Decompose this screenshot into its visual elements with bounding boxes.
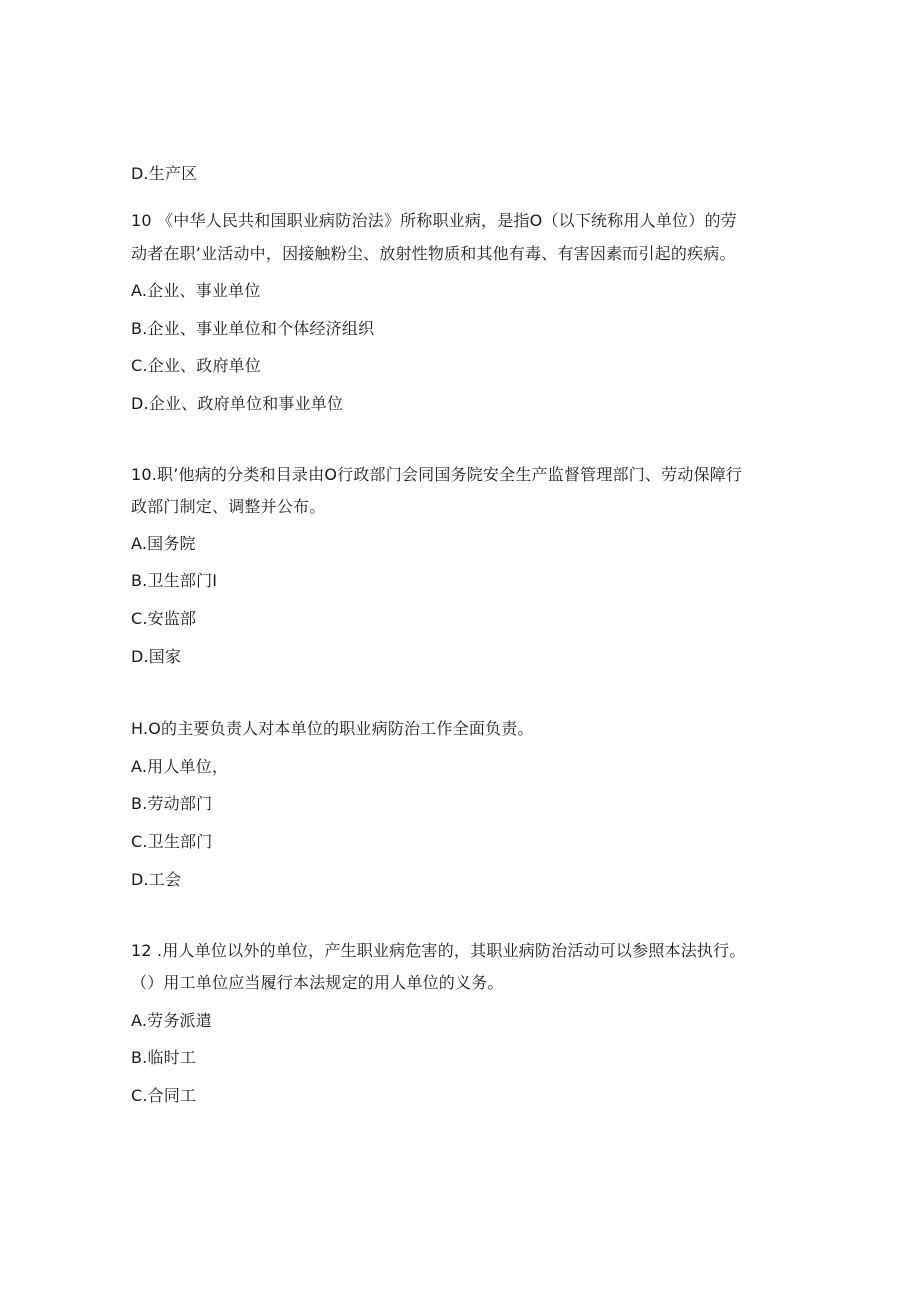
option-a-q10a: A.企业、事业单位 [131, 281, 261, 300]
option-d-q9: D.生产区 [131, 164, 198, 183]
question-10a-line1: 10 《中华人民共和国职业病防治法》所称职业病，是指O（以下统称用人单位）的劳 [131, 211, 737, 230]
question-10a-line2: 动者在职’业活动中，因接触粉尘、放射性物质和其他有毒、有害因素而引起的疾病。 [131, 244, 736, 263]
question-11: H.O的主要负责人对本单位的职业病防治工作全面负责。 [131, 719, 534, 738]
option-c-q11: C.卫生部门 [131, 832, 213, 851]
option-b-q12: B.临时工 [131, 1048, 197, 1067]
question-10b-line1: 10.职’他病的分类和目录由O行政部门会同国务院安全生产监督管理部门、劳动保障行 [131, 465, 743, 484]
question-12-line2: （）用工单位应当履行本法规定的用人单位的义务。 [131, 973, 504, 992]
option-b-q10a: B.企业、事业单位和个体经济组织 [131, 319, 375, 338]
option-a-q12: A.劳务派遣 [131, 1011, 212, 1030]
option-b-q11: B.劳动部门 [131, 794, 213, 813]
option-c-q10b: C.安监部 [131, 609, 197, 628]
option-d-q10a: D.企业、政府单位和事业单位 [131, 394, 344, 413]
option-c-q10a: C.企业、政府单位 [131, 356, 262, 375]
question-10b-line2: 政部门制定、调整并公布。 [131, 497, 326, 516]
question-12-line1: 12 .用人单位以外的单位，产生职业病危害的，其职业病防治活动可以参照本法执行。 [131, 941, 746, 960]
option-d-q10b: D.国家 [131, 647, 182, 666]
option-c-q12: C.合同工 [131, 1086, 197, 1105]
option-a-q10b: A.国务院 [131, 534, 196, 553]
option-b-q10b: B.卫生部门I [131, 571, 218, 590]
option-a-q11: A.用人单位， [131, 757, 229, 776]
option-d-q11: D.工会 [131, 870, 182, 889]
